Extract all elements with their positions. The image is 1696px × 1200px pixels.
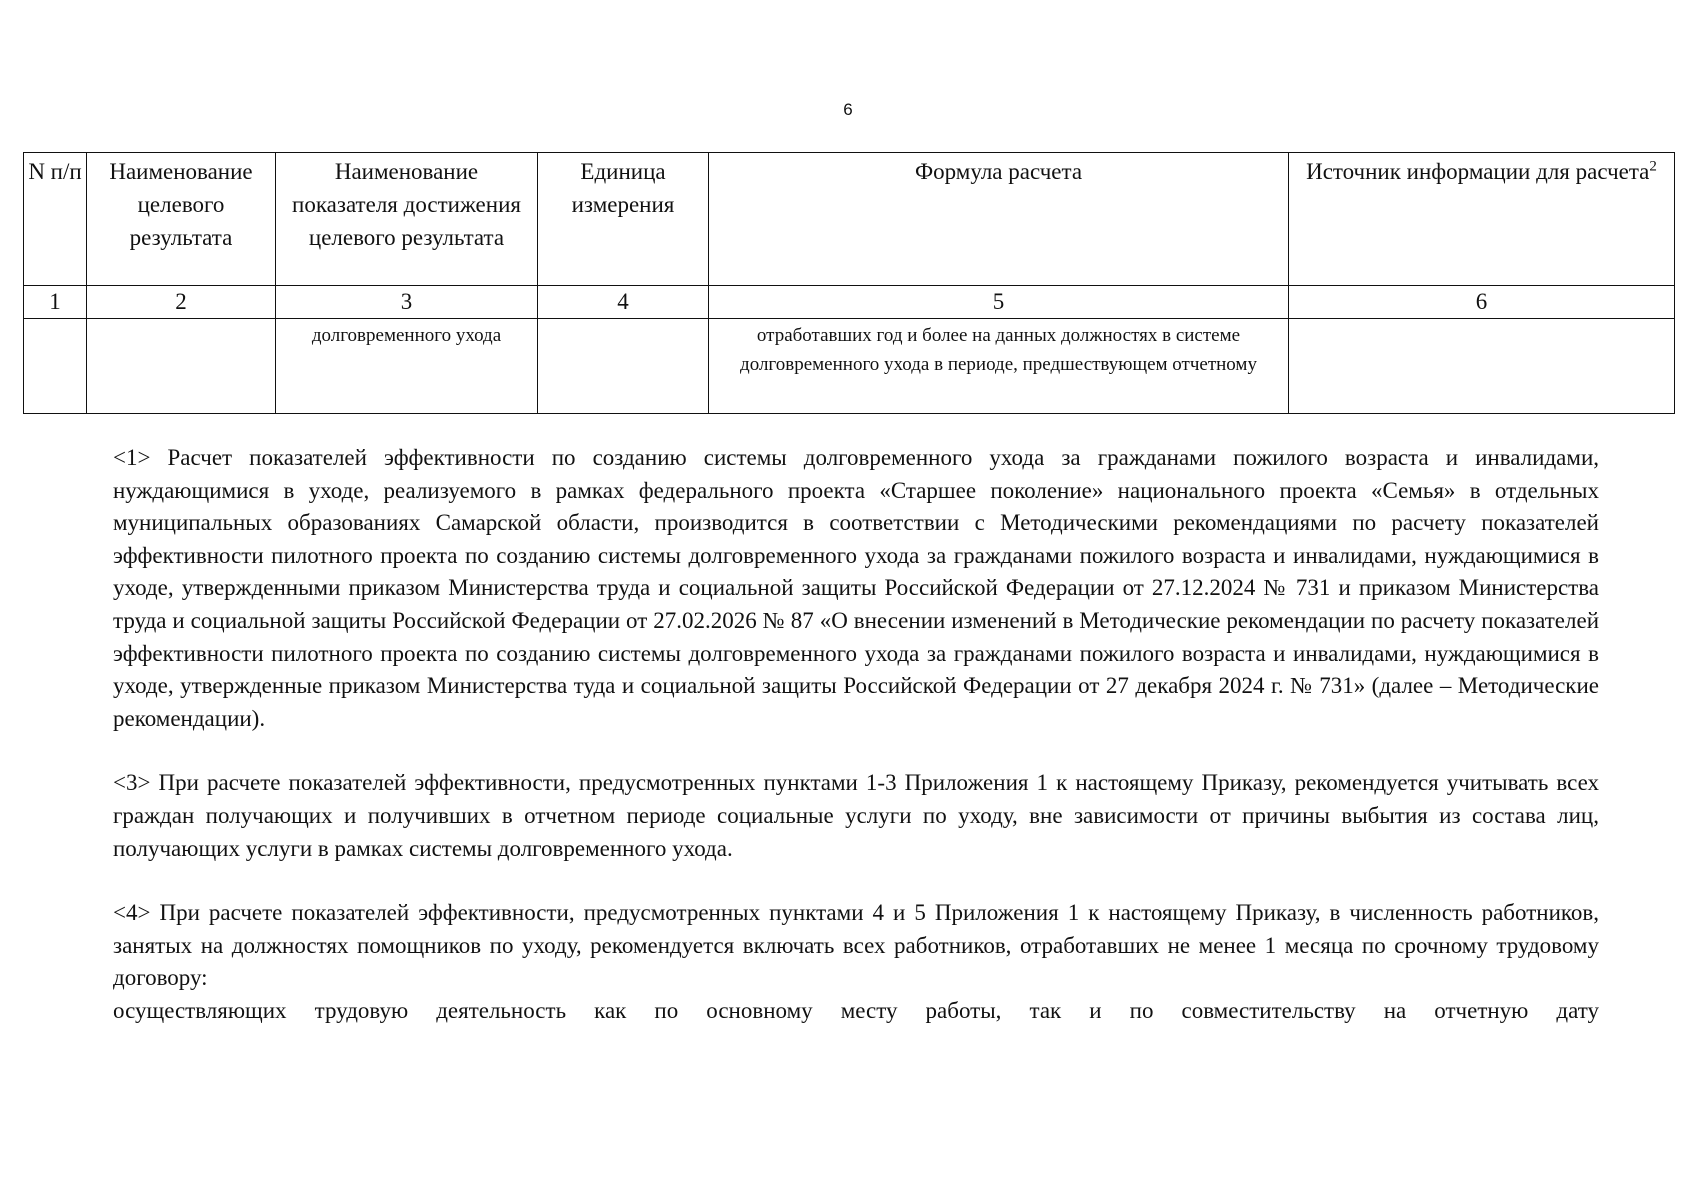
- column-number-row: [24, 286, 1675, 319]
- header-indicator-name: Наименование показателя достижения целевого результата: [276, 153, 538, 286]
- column-number: 2: [87, 286, 276, 319]
- header-source-label: Источник информации для расчета: [1306, 159, 1650, 184]
- table-header-row: [24, 153, 1675, 286]
- table-row: [24, 319, 1675, 414]
- cell-unit: [538, 319, 709, 414]
- header-formula: Формула расчета: [709, 153, 1289, 286]
- header-source: [1289, 153, 1675, 286]
- cell-target-result: [87, 319, 276, 414]
- cell-number: [24, 319, 87, 414]
- footnotes: [113, 442, 1599, 1028]
- indicators-table: [23, 152, 1675, 414]
- cell-formula: отработавших год и более на данных должностях в системе долговременного ухода в периоде, предшествующем отчетному: [709, 319, 1289, 414]
- header-unit: Единица измерения: [538, 153, 709, 286]
- column-number: 4: [538, 286, 709, 319]
- footnote-1: <1> Расчет показателей эффективности по созданию системы долговременного ухода за гражданами пожилого возраста и инвалидами, нуждающимися в уходе, реализуемого в рамках федерального проекта «Старшее поколение» национального проекта «Семья» в отдельных муниципальных образованиях Самарской области, производится в соответствии с Методическими рекомендациями по расчету показателей эффективности пилотного проекта по созданию системы долговременного ухода за гражданами пожилого возраста и инвалидами, нуждающимися в уходе, утвержденными приказом Министерства труда и социальной защиты Российской Федерации от 27.12.2024 № 731 и приказом Министерства труда и социальной защиты Российской Федерации от 27.02.2026 № 87 «О внесении изменений в Методические рекомендации по расчету показателей эффективности пилотного проекта по созданию системы долговременного ухода за гражданами пожилого возраста и инвалидами, нуждающимися в уходе, утвержденные приказом Министерства туда и социальной защиты Российской Федерации от 27 декабря 2024 г. № 731» (далее – Методические рекомендации).: [113, 445, 1599, 731]
- footnote-4-continuation: осуществляющих трудовую деятельность как по основному месту работы, так и по совместительству на отчетную дату: [113, 997, 1599, 1023]
- column-number: 6: [1289, 286, 1675, 319]
- cell-indicator-name: долговременного ухода: [276, 319, 538, 414]
- column-number: 3: [276, 286, 538, 319]
- column-number: 5: [709, 286, 1289, 319]
- cell-source: [1289, 319, 1675, 414]
- header-number: N п/п: [24, 153, 87, 286]
- column-number: 1: [24, 286, 87, 319]
- footnote-3: <3> При расчете показателей эффективности, предусмотренных пунктами 1-3 Приложения 1 к настоящему Приказу, рекомендуется учитывать всех граждан получающих и получивших в отчетном периоде социальные услуги по уходу, вне зависимости от причины выбытия из состава лиц, получающих услуги в рамках системы долговременного ухода.: [113, 770, 1599, 861]
- header-target-result: Наименование целевого результата: [87, 153, 276, 286]
- page-number: 6: [843, 100, 853, 119]
- footnote-mark: 2: [1649, 158, 1657, 175]
- footnote-4: <4> При расчете показателей эффективности, предусмотренных пунктами 4 и 5 Приложения 1 к настоящему Приказу, в численность работников, занятых на должностях помощников по уходу, рекомендуется включать всех работников, отработавших не менее 1 месяца по срочному трудовому договору:: [113, 900, 1599, 991]
